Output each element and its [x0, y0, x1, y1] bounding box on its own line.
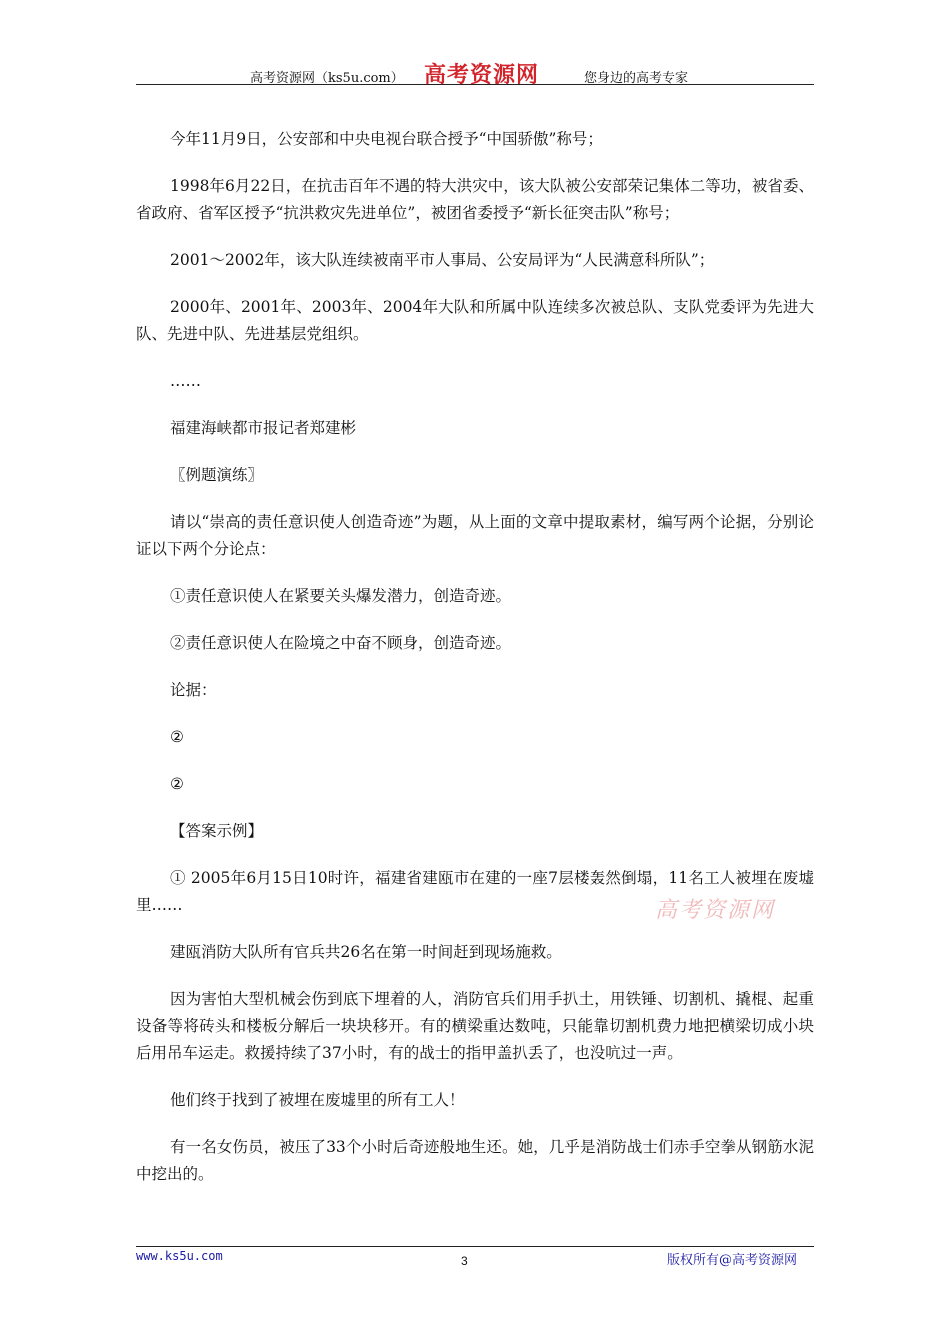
paragraph-honor-1998: 1998年6月22日，在抗击百年不遇的特大洪灾中，该大队被公安部荣记集体二等功，被省委、省政府、省军区授予“抗洪救灾先进单位”，被团省委授予“新长征突击队”称号；: [136, 177, 814, 222]
section-heading-answer: 【答案示例】: [170, 822, 264, 840]
watermark-logo: 高考资源网: [655, 898, 776, 923]
paragraph-answer-found-workers: 他们终于找到了被埋在废墟里的所有工人！: [170, 1091, 465, 1109]
paragraph-argument-label: 论据：: [170, 681, 217, 699]
paragraph-reporter: 福建海峡都市报记者郑建彬: [170, 419, 357, 437]
paragraph-answer-survivor: 有一名女伤员，被压了33个小时后奇迹般地生还。她，几乎是消防战士们赤手空拳从钢筋水泥中挖出的。: [136, 1138, 814, 1183]
paragraph-ellipsis: ……: [170, 372, 201, 390]
paragraph-honor-china-pride: 今年11月9日，公安部和中央电视台联合授予“中国骄傲”称号；: [170, 130, 603, 148]
paragraph-answer-rescue-process: 因为害怕大型机械会伤到底下埋着的人，消防官兵们用手扒土，用铁锤、切割机、撬棍、起重设备等将砖头和楼板分解后一块块移开。有的横梁重达数吨，只能靠切割机费力地把横梁切成小块后用吊车运走。救援持续了37小时，有的战士的指甲盖扒丢了，也没吭过一声。: [136, 990, 814, 1062]
paragraph-argument-blank-1: ②: [170, 728, 184, 746]
page-number: 3: [461, 1254, 468, 1268]
paragraph-answer-rescue-team: 建瓯消防大队所有官兵共26名在第一时间赶到现场施救。: [170, 943, 562, 961]
footer-divider: [136, 1246, 814, 1247]
footer-copyright: 版权所有@高考资源网: [667, 1253, 798, 1268]
header-logo: 高考资源网: [424, 62, 540, 88]
document-body: [136, 126, 814, 1208]
header-site-name: 高考资源网（ks5u.com）: [250, 71, 404, 86]
paragraph-exercise-prompt: 请以“崇高的责任意识使人创造奇迹”为题，从上面的文章中提取素材，编写两个论据，分别论证以下两个分论点：: [136, 513, 814, 558]
page-header: [136, 58, 814, 88]
paragraph-subpoint-1: ①责任意识使人在紧要关头爆发潜力，创造奇迹。: [170, 587, 512, 605]
footer-website-link[interactable]: www.ks5u.com: [136, 1249, 223, 1263]
paragraph-argument-blank-2: ②: [170, 775, 184, 793]
paragraph-honor-2000-2004: 2000年、2001年、2003年、2004年大队和所属中队连续多次被总队、支队党委评为先进大队、先进中队、先进基层党组织。: [136, 298, 814, 343]
paragraph-subpoint-2: ②责任意识使人在险境之中奋不顾身，创造奇迹。: [170, 634, 512, 652]
paragraph-honor-2001-2002: 2001～2002年，该大队连续被南平市人事局、公安局评为“人民满意科所队”；: [170, 251, 715, 269]
section-heading-exercise: 〖例题演练〗: [170, 466, 264, 484]
paragraph-answer-collapse: ① 2005年6月15日10时许，福建省建瓯市在建的一座7层楼轰然倒塌，11名工人被埋在废墟里……: [136, 869, 814, 914]
header-slogan: 您身边的高考专家: [584, 71, 689, 86]
